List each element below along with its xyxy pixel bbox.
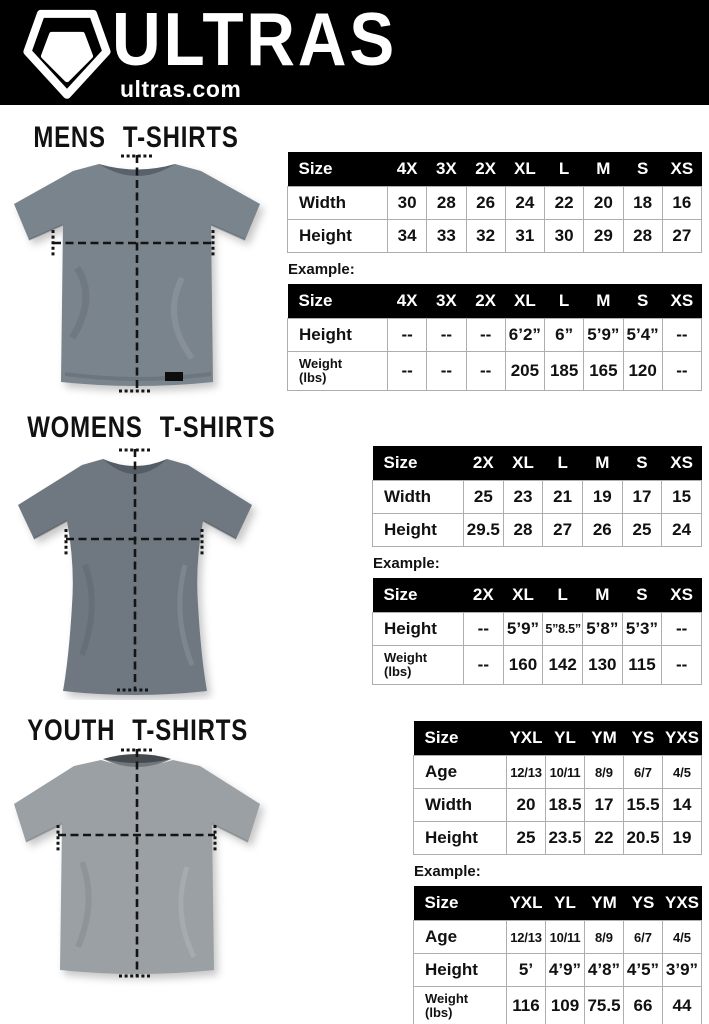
table-cell: -- xyxy=(662,352,701,391)
row-label: Age xyxy=(414,756,507,789)
row-label: Height xyxy=(373,514,464,547)
size-column-header: YXS xyxy=(663,721,702,756)
table-cell: 10/11 xyxy=(546,921,585,954)
table-cell: 19 xyxy=(582,481,622,514)
table-row xyxy=(288,187,702,220)
table-cell: 109 xyxy=(546,987,585,1024)
womens-example-table xyxy=(372,578,702,685)
table-cell: 28 xyxy=(503,514,543,547)
table-cell: 29.5 xyxy=(464,514,504,547)
table-cell: 75.5 xyxy=(585,987,624,1024)
header-bar xyxy=(0,0,709,105)
table-cell: -- xyxy=(464,613,504,646)
size-column-header: 4X xyxy=(388,284,427,319)
table-row xyxy=(288,319,702,352)
mens-shirt-image xyxy=(2,148,282,400)
table-cell: 5”8.5” xyxy=(543,613,583,646)
table-cell: 5’9” xyxy=(503,613,543,646)
table-cell: 115 xyxy=(622,646,662,685)
size-column-header: 3X xyxy=(427,152,466,187)
table-cell: -- xyxy=(388,352,427,391)
size-column-header: 2X xyxy=(464,446,504,481)
ultras-logo-icon xyxy=(20,4,114,101)
table-row xyxy=(288,352,702,391)
size-column-header: L xyxy=(543,578,583,613)
size-column-header: S xyxy=(623,152,662,187)
table-cell: 66 xyxy=(624,987,663,1024)
womens-tables xyxy=(372,446,702,685)
table-cell: 25 xyxy=(622,514,662,547)
table-cell: 24 xyxy=(505,187,544,220)
size-column-header: YL xyxy=(546,886,585,921)
mens-example-table xyxy=(287,284,702,391)
table-cell: 6/7 xyxy=(624,921,663,954)
table-cell: -- xyxy=(388,319,427,352)
row-label: Weight (lbs) xyxy=(373,646,464,685)
table-cell: 6” xyxy=(545,319,584,352)
table-cell: 130 xyxy=(582,646,622,685)
table-header-row xyxy=(414,886,702,921)
table-cell: 185 xyxy=(545,352,584,391)
row-label: Width xyxy=(373,481,464,514)
table-cell: 20.5 xyxy=(624,822,663,855)
table-cell: 27 xyxy=(662,220,701,253)
table-cell: 8/9 xyxy=(585,921,624,954)
table-row xyxy=(414,954,702,987)
table-cell: 6’2” xyxy=(505,319,544,352)
row-label: Height xyxy=(414,954,507,987)
size-column-header: YL xyxy=(546,721,585,756)
table-cell: 160 xyxy=(503,646,543,685)
size-column-header: YXL xyxy=(507,721,546,756)
table-cell: 26 xyxy=(582,514,622,547)
table-cell: 28 xyxy=(623,220,662,253)
size-column-header: 3X xyxy=(427,284,466,319)
row-label: Width xyxy=(288,187,388,220)
size-column-header: L xyxy=(543,446,583,481)
table-cell: 24 xyxy=(662,514,702,547)
size-column-header: L xyxy=(545,284,584,319)
table-header-row xyxy=(373,578,702,613)
size-label-header: Size xyxy=(414,886,507,921)
table-cell: -- xyxy=(662,613,702,646)
row-label: Age xyxy=(414,921,507,954)
table-cell: 19 xyxy=(663,822,702,855)
size-column-header: L xyxy=(545,152,584,187)
size-column-header: M xyxy=(582,446,622,481)
size-column-header: XS xyxy=(662,284,701,319)
mens-section-title: MENS T-SHIRTS xyxy=(33,121,239,154)
table-cell: -- xyxy=(427,319,466,352)
size-label-header: Size xyxy=(373,446,464,481)
size-column-header: M xyxy=(582,578,622,613)
table-cell: 22 xyxy=(585,822,624,855)
size-column-header: M xyxy=(584,284,623,319)
row-label: Weight (lbs) xyxy=(414,987,507,1024)
size-column-header: XL xyxy=(503,578,543,613)
size-column-header: YS xyxy=(624,721,663,756)
youth-section-title: YOUTH T-SHIRTS xyxy=(27,714,249,747)
table-header-row xyxy=(373,446,702,481)
table-cell: 4’5” xyxy=(624,954,663,987)
table-cell: 20 xyxy=(507,789,546,822)
table-cell: -- xyxy=(662,646,702,685)
row-label: Height xyxy=(373,613,464,646)
table-header-row xyxy=(288,284,702,319)
table-cell: 25 xyxy=(507,822,546,855)
womens-size-table xyxy=(372,446,702,547)
table-cell: -- xyxy=(464,646,504,685)
table-header-row xyxy=(414,721,702,756)
row-label: Height xyxy=(288,319,388,352)
table-cell: 20 xyxy=(584,187,623,220)
size-column-header: XL xyxy=(503,446,543,481)
size-column-header: XS xyxy=(662,152,701,187)
table-cell: 15.5 xyxy=(624,789,663,822)
table-cell: -- xyxy=(427,352,466,391)
table-cell: -- xyxy=(466,352,505,391)
size-column-header: XL xyxy=(505,284,544,319)
table-cell: 5’ xyxy=(507,954,546,987)
size-column-header: 2X xyxy=(466,284,505,319)
size-column-header: XS xyxy=(662,446,702,481)
table-cell: -- xyxy=(466,319,505,352)
table-cell: 12/13 xyxy=(507,756,546,789)
table-cell: 21 xyxy=(543,481,583,514)
table-row xyxy=(288,220,702,253)
table-row xyxy=(414,756,702,789)
size-column-header: YXL xyxy=(507,886,546,921)
shirt-hem-tag xyxy=(165,372,183,381)
table-row xyxy=(414,822,702,855)
size-column-header: YS xyxy=(624,886,663,921)
youth-example-table xyxy=(413,886,702,1024)
table-cell: 12/13 xyxy=(507,921,546,954)
table-cell: 4’9” xyxy=(546,954,585,987)
table-cell: 30 xyxy=(545,220,584,253)
size-column-header: M xyxy=(584,152,623,187)
table-cell: 17 xyxy=(585,789,624,822)
table-cell: 5’3” xyxy=(622,613,662,646)
table-cell: 26 xyxy=(466,187,505,220)
mens-size-table xyxy=(287,152,702,253)
table-cell: 23.5 xyxy=(546,822,585,855)
size-label-header: Size xyxy=(288,152,388,187)
table-cell: 16 xyxy=(662,187,701,220)
womens-shirt-image xyxy=(0,445,286,700)
table-cell: 28 xyxy=(427,187,466,220)
table-cell: 142 xyxy=(543,646,583,685)
size-column-header: YXS xyxy=(663,886,702,921)
table-cell: 10/11 xyxy=(546,756,585,789)
table-cell: 18 xyxy=(623,187,662,220)
table-cell: 5’8” xyxy=(582,613,622,646)
table-header-row xyxy=(288,152,702,187)
size-column-header: 2X xyxy=(466,152,505,187)
youth-tables xyxy=(413,721,702,1024)
table-cell: 30 xyxy=(388,187,427,220)
table-cell: 4/5 xyxy=(663,756,702,789)
size-label-header: Size xyxy=(414,721,507,756)
size-column-header: XS xyxy=(662,578,702,613)
size-column-header: S xyxy=(623,284,662,319)
size-column-header: S xyxy=(622,578,662,613)
size-column-header: 4X xyxy=(388,152,427,187)
row-label: Height xyxy=(288,220,388,253)
table-row xyxy=(414,987,702,1024)
size-column-header: S xyxy=(622,446,662,481)
table-cell: 17 xyxy=(622,481,662,514)
table-cell: -- xyxy=(662,319,701,352)
table-cell: 5’4” xyxy=(623,319,662,352)
size-column-header: YM xyxy=(585,721,624,756)
row-label: Weight (lbs) xyxy=(288,352,388,391)
brand-url: ultras.com xyxy=(120,76,242,102)
table-cell: 29 xyxy=(584,220,623,253)
size-column-header: 2X xyxy=(464,578,504,613)
table-cell: 205 xyxy=(505,352,544,391)
size-label-header: Size xyxy=(288,284,388,319)
mens-tables xyxy=(287,152,702,391)
youth-shirt-image xyxy=(2,742,282,994)
table-cell: 14 xyxy=(663,789,702,822)
table-cell: 8/9 xyxy=(585,756,624,789)
table-cell: 5’9” xyxy=(584,319,623,352)
table-row xyxy=(414,789,702,822)
table-cell: 165 xyxy=(584,352,623,391)
table-row xyxy=(373,514,702,547)
table-row xyxy=(373,613,702,646)
table-cell: 32 xyxy=(466,220,505,253)
row-label: Width xyxy=(414,789,507,822)
mens-example-label: Example: xyxy=(288,261,355,278)
table-cell: 33 xyxy=(427,220,466,253)
table-cell: 34 xyxy=(388,220,427,253)
table-cell: 3’9” xyxy=(663,954,702,987)
table-cell: 18.5 xyxy=(546,789,585,822)
table-cell: 22 xyxy=(545,187,584,220)
table-cell: 31 xyxy=(505,220,544,253)
brand-name: ULTRAS xyxy=(112,0,397,81)
size-column-header: YM xyxy=(585,886,624,921)
size-column-header: XL xyxy=(505,152,544,187)
table-cell: 27 xyxy=(543,514,583,547)
size-label-header: Size xyxy=(373,578,464,613)
table-cell: 120 xyxy=(623,352,662,391)
table-row xyxy=(373,646,702,685)
table-row xyxy=(373,481,702,514)
table-cell: 6/7 xyxy=(624,756,663,789)
table-cell: 4’8” xyxy=(585,954,624,987)
womens-section-title: WOMENS T-SHIRTS xyxy=(27,411,276,444)
table-row xyxy=(414,921,702,954)
table-cell: 15 xyxy=(662,481,702,514)
table-cell: 44 xyxy=(663,987,702,1024)
row-label: Height xyxy=(414,822,507,855)
youth-size-table xyxy=(413,721,702,855)
table-cell: 25 xyxy=(464,481,504,514)
table-cell: 23 xyxy=(503,481,543,514)
table-cell: 4/5 xyxy=(663,921,702,954)
youth-example-label: Example: xyxy=(414,863,481,880)
womens-example-label: Example: xyxy=(373,555,440,572)
table-cell: 116 xyxy=(507,987,546,1024)
